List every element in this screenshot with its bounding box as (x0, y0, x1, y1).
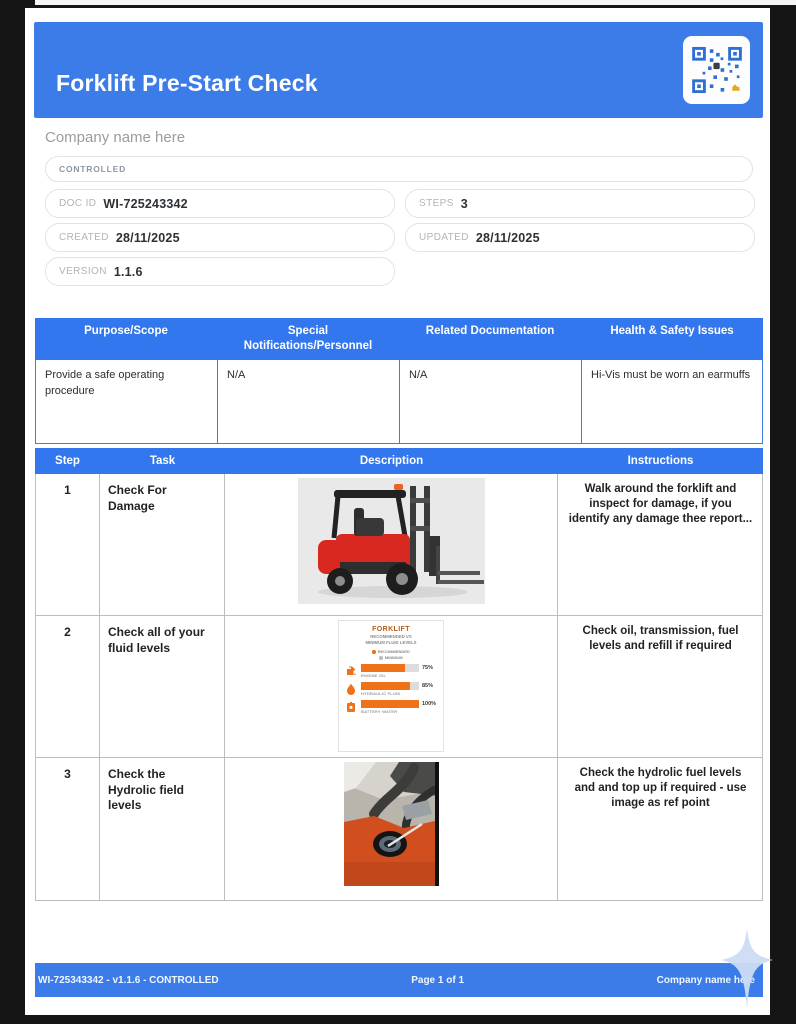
footer-company-name: Company name here (656, 974, 755, 986)
updated-date-field (405, 223, 755, 252)
version-value: 1.1.6 (113, 264, 143, 279)
footer-doc-info: WI-725343342 - v1.1.6 - CONTROLLED (38, 974, 219, 986)
doc-id-field (45, 189, 395, 218)
table-row-step-2 (36, 616, 762, 758)
doc-id-value: WI-725243342 (103, 196, 188, 211)
legend-dot-orange (372, 650, 376, 654)
steps-header-task: Task (149, 455, 176, 467)
updated-label: UPDATED (419, 232, 469, 243)
steps-table-body (35, 474, 763, 901)
hydraulic-filler-photo (344, 762, 439, 886)
steps-header-description: Description (359, 455, 424, 467)
steps-label: STEPS (419, 198, 454, 209)
step-number: 2 (36, 616, 100, 757)
infographic-legend: RECOMMENDED MINIMUM (345, 649, 437, 660)
infographic-title: FORKLIFT (372, 626, 410, 633)
info-header-purpose: Purpose/Scope (84, 325, 168, 337)
step-instructions: Check the hydrolic fuel levels and and top up if required - use image as ref point (574, 767, 747, 809)
sparkle-icon (717, 928, 777, 1010)
oil-can-icon (345, 665, 357, 677)
qr-code-icon (683, 36, 750, 104)
bar-row-engine-oil: 75% ENGINE OIL (345, 664, 437, 678)
steps-table-header-row (35, 448, 763, 474)
info-header-safety: Health & Safety Issues (610, 325, 734, 337)
created-value: 28/11/2025 (115, 230, 180, 245)
steps-table (35, 448, 763, 901)
infographic-bars (345, 664, 437, 714)
updated-value: 28/11/2025 (475, 230, 540, 245)
created-date-field (45, 223, 395, 252)
info-header-special: Special Notifications/Personnel (243, 325, 373, 352)
bar-row-battery-water: 100% BATTERY WATER (345, 700, 437, 714)
document-header-banner (34, 22, 763, 118)
steps-value: 3 (460, 196, 468, 211)
info-cell-special: N/A (218, 360, 400, 443)
steps-header-instructions: Instructions (627, 455, 694, 467)
step-instructions: Check oil, transmission, fuel levels and refill if required (582, 625, 739, 652)
info-cell-safety: Hi-Vis must be worn an earmuffs (591, 369, 751, 381)
status-field (45, 156, 753, 182)
version-field (45, 257, 395, 286)
step-description-image-cell (225, 474, 558, 615)
step-number: 3 (36, 758, 100, 900)
legend-dot-gray (379, 656, 383, 660)
step-instructions: Walk around the forklift and inspect for damage, if you identify any damage thee report... (568, 483, 753, 525)
info-cell-related: N/A (400, 360, 582, 443)
step-task: Check For Damage (100, 474, 225, 615)
step-task: Check the Hydrolic field levels (100, 758, 225, 900)
document-page (25, 8, 770, 1015)
version-label: VERSION (59, 266, 107, 277)
info-table-header-row (35, 318, 763, 360)
step-task: Check all of your fluid levels (100, 616, 225, 757)
info-header-related: Related Documentation (425, 325, 555, 337)
company-name-label: Company name here (45, 129, 186, 146)
table-row-step-3 (36, 758, 762, 900)
droplet-icon (345, 683, 357, 695)
steps-count-field (405, 189, 755, 218)
page-title: Forklift Pre-Start Check (56, 70, 318, 96)
info-table-body-row (35, 360, 763, 444)
steps-header-step: Step (55, 455, 80, 467)
doc-id-label: DOC ID (59, 198, 97, 209)
table-row-step-1 (36, 474, 762, 616)
info-table (35, 318, 763, 444)
created-label: CREATED (59, 232, 109, 243)
battery-icon (345, 701, 357, 713)
footer-page-number: Page 1 of 1 (411, 974, 465, 986)
infographic-subtitle: RECOMMENDED VS MINIMUM FLUID LEVELS (365, 634, 417, 646)
fluid-levels-infographic (338, 620, 444, 752)
status-badge: CONTROLLED (59, 164, 127, 174)
page-top-edge (35, 0, 796, 5)
step-number: 1 (36, 474, 100, 615)
info-cell-purpose: Provide a safe operating procedure (36, 360, 218, 443)
step-description-image-cell (225, 616, 558, 757)
page-footer-bar (35, 963, 763, 997)
bar-row-hydraulic-fluid: 85% HYDRAULIC FLUID (345, 682, 437, 696)
step-description-image-cell (225, 758, 558, 900)
forklift-photo (298, 478, 485, 604)
